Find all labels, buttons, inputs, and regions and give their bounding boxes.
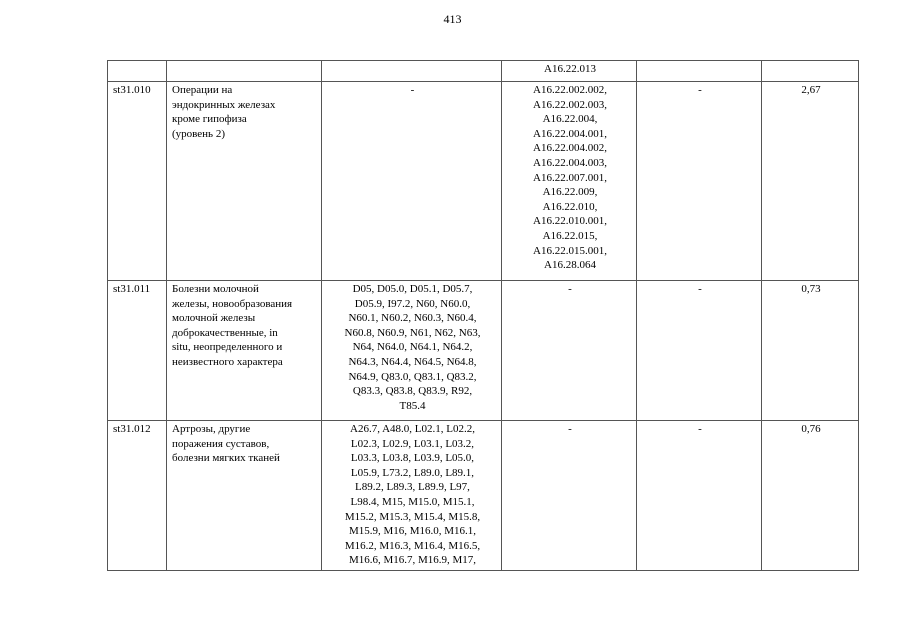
cell-coefficient: 2,67 <box>762 82 859 281</box>
table-row <box>108 281 859 421</box>
cell-services: А16.22.013 <box>502 61 637 82</box>
cell-other: - <box>637 82 762 281</box>
cell-diagnoses: A26.7, A48.0, L02.1, L02.2, L02.3, L02.9, L03.1, L03.2, L03.3, L03.8, L03.9, L05.0, L05.9, L73.2, L89.0, L89.1, L89.2, L89.3, L89.9, L97, L98.4, M15, M15.0, M15.1, M15.2, M15.3, M15.4, M15.8, M15.9, M16, M16.0, M16.1, M16.2, M16.3, M16.4, M16.5, M16.6, M16.7, M16.9, M17, <box>322 421 502 571</box>
cell-name: Операции на эндокринных железах кроме гипофиза (уровень 2) <box>167 82 322 281</box>
cell-other: - <box>637 421 762 571</box>
cell-diagnoses <box>322 61 502 82</box>
table-row <box>108 82 859 281</box>
cell-name: Болезни молочной железы, новообразования молочной железы доброкачественные, in situ, неопределенного и неизвестного характера <box>167 281 322 421</box>
cell-code: st31.010 <box>108 82 167 281</box>
table-row <box>108 61 859 82</box>
cell-coefficient: 0,76 <box>762 421 859 571</box>
cell-services: - <box>502 281 637 421</box>
cell-other: - <box>637 281 762 421</box>
cell-services: - <box>502 421 637 571</box>
tariff-table <box>107 60 859 571</box>
cell-name: Артрозы, другие поражения суставов, болезни мягких тканей <box>167 421 322 571</box>
cell-services: А16.22.002.002, А16.22.002.003, А16.22.004, А16.22.004.001, А16.22.004.002, А16.22.004.003, А16.22.007.001, А16.22.009, А16.22.010, А16.22.010.001, А16.22.015, А16.22.015.001, А16.28.064 <box>502 82 637 281</box>
cell-code <box>108 61 167 82</box>
cell-diagnoses: D05, D05.0, D05.1, D05.7, D05.9, I97.2, N60, N60.0, N60.1, N60.2, N60.3, N60.4, N60.8, N60.9, N61, N62, N63, N64, N64.0, N64.1, N64.2, N64.3, N64.4, N64.5, N64.8, N64.9, Q83.0, Q83.1, Q83.2, Q83.3, Q83.8, Q83.9, R92, T85.4 <box>322 281 502 421</box>
page-number: 413 <box>443 12 462 26</box>
cell-coefficient <box>762 61 859 82</box>
cell-name <box>167 61 322 82</box>
cell-diagnoses: - <box>322 82 502 281</box>
cell-coefficient: 0,73 <box>762 281 859 421</box>
cell-code: st31.012 <box>108 421 167 571</box>
cell-code: st31.011 <box>108 281 167 421</box>
table-row <box>108 421 859 571</box>
cell-other <box>637 61 762 82</box>
